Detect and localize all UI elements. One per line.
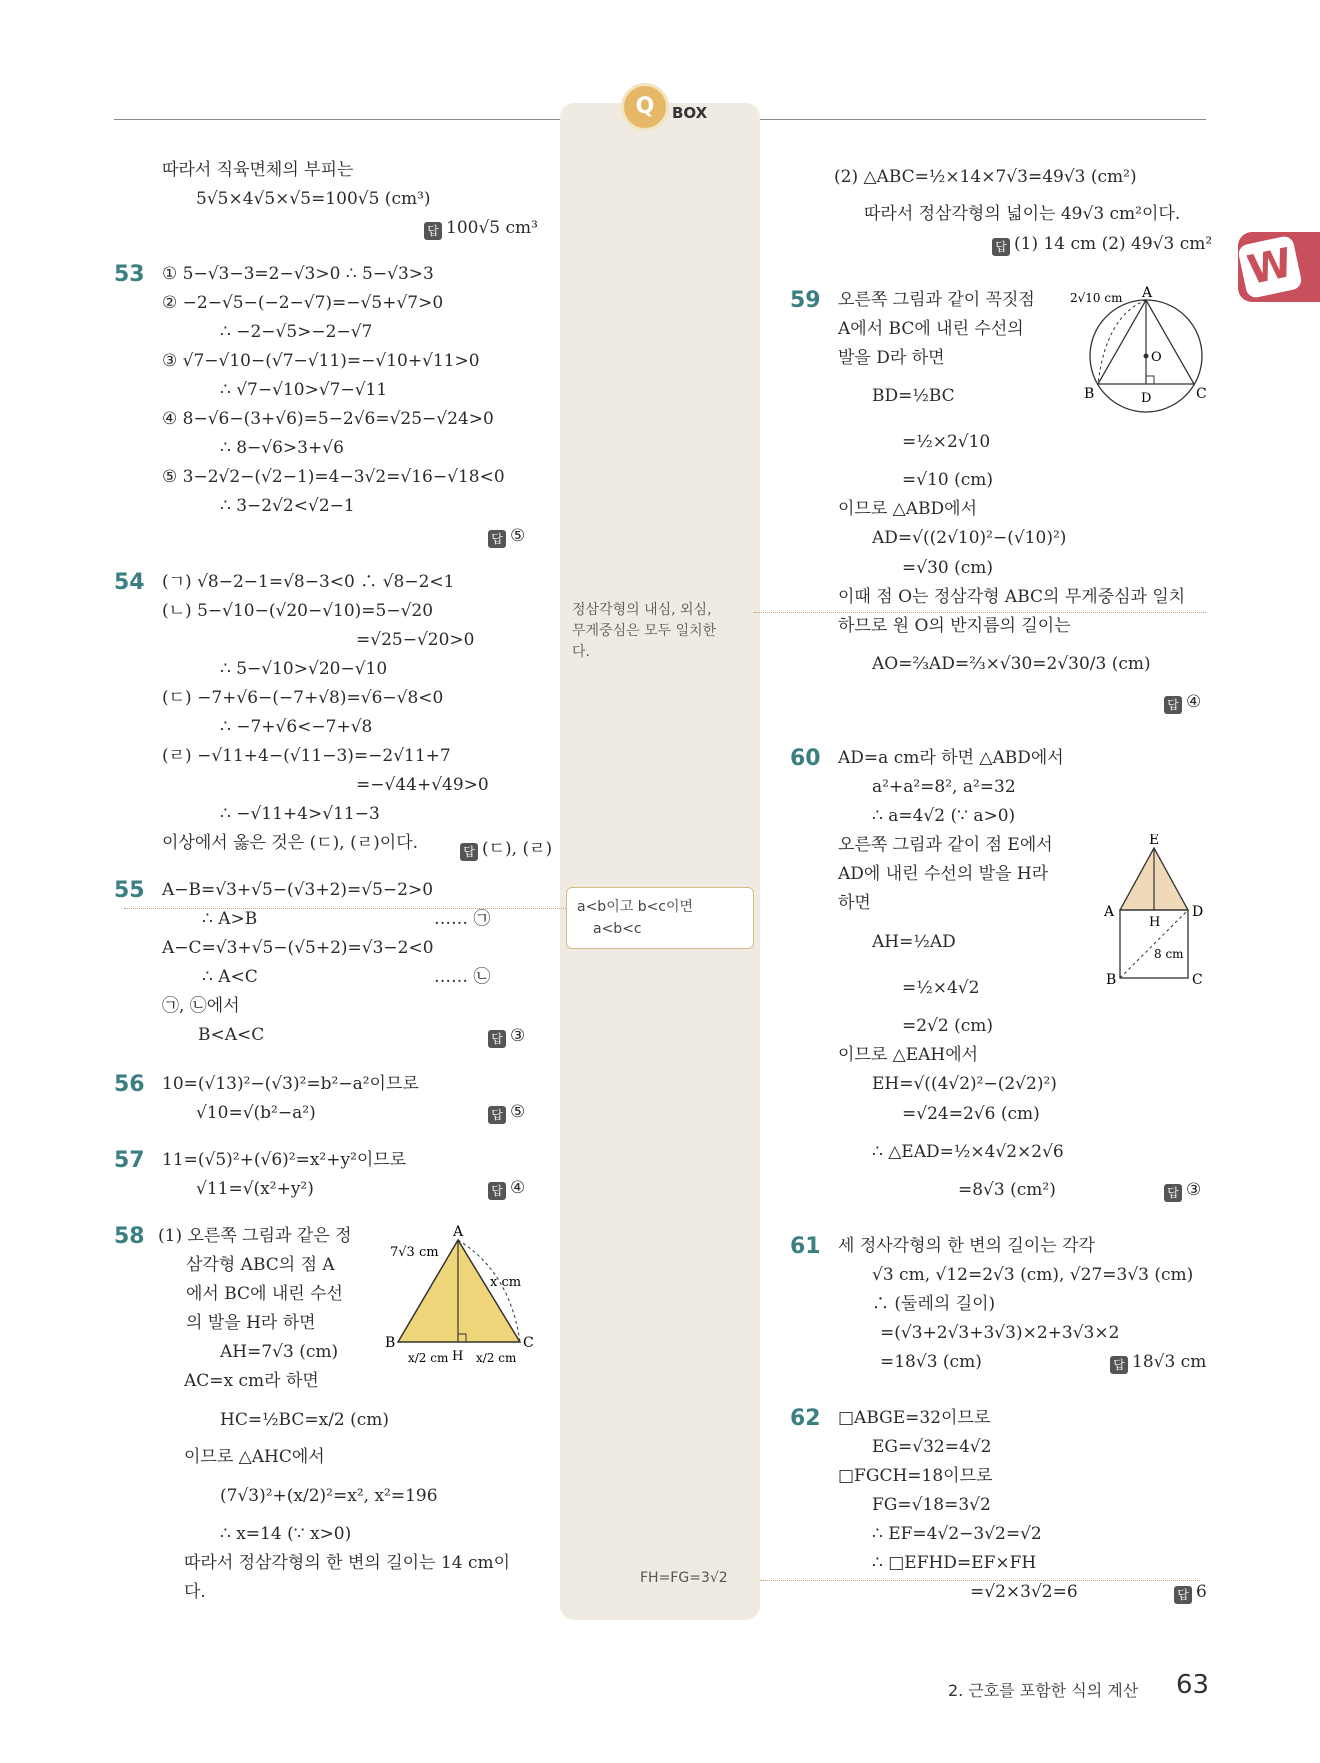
intro-line: 5√5×4√5×√5=100√5 (cm³) xyxy=(196,189,431,209)
solution-line: B<A<C xyxy=(198,1025,265,1045)
answer xyxy=(424,218,538,240)
answer-text: ③ xyxy=(510,1026,526,1046)
solution-line: 에서 BC에 내린 수선 xyxy=(186,1284,343,1304)
solution-line: 오른쪽 그림과 같이 꼭짓점 xyxy=(838,290,1035,310)
problem-number: 54 xyxy=(114,570,145,595)
note-text: 다. xyxy=(572,644,590,660)
label-d: D xyxy=(1141,391,1152,406)
answer-text: (1) 14 cm (2) 49√3 cm² xyxy=(1014,234,1213,254)
solution-line: √3 cm, √12=2√3 (cm), √27=3√3 (cm) xyxy=(872,1265,1194,1285)
solution-line: =√10 (cm) xyxy=(902,470,994,490)
leader-line xyxy=(124,908,566,909)
answer xyxy=(488,1026,525,1048)
solution-line: =½×4√2 xyxy=(902,978,980,998)
answer-text: ⑤ xyxy=(510,526,526,546)
solution-line: AH=7√3 (cm) xyxy=(220,1342,339,1362)
solution-line: (2) △ABC=½×14×7√3=49√3 (cm²) xyxy=(834,167,1137,187)
solution-line: EH=√((4√2)²−(2√2)²) xyxy=(872,1074,1057,1094)
label-half-left: x/2 cm xyxy=(408,1351,449,1365)
solution-line: 하면 xyxy=(838,893,871,913)
solution-line: (1) 오른쪽 그림과 같은 정 xyxy=(158,1226,352,1246)
solution-line: 10=(√13)²−(√3)²=b²−a²이므로 xyxy=(162,1074,419,1094)
solution-line: =½×2√10 xyxy=(902,432,991,452)
solution-line: 11=(√5)²+(√6)²=x²+y²이므로 xyxy=(162,1150,407,1170)
solution-line: ∴ x=14 (∵ x>0) xyxy=(220,1524,352,1544)
problem-number: 53 xyxy=(114,262,145,287)
w-logo-icon: W xyxy=(1237,235,1303,299)
solution-line: ∴ EF=4√2−3√2=√2 xyxy=(872,1524,1042,1544)
solution-line: ∴ A<C xyxy=(202,967,258,987)
solution-line: =−√44+√49>0 xyxy=(356,775,489,795)
solution-line: ∴ (둘레의 길이) xyxy=(872,1294,996,1314)
q-box-column xyxy=(560,103,760,1620)
label-h: H xyxy=(1149,915,1161,930)
solution-line: =√30 (cm) xyxy=(902,558,994,578)
solution-line: =18√3 (cm) xyxy=(880,1352,982,1372)
problem-number: 60 xyxy=(790,746,821,771)
label-b: B xyxy=(1106,972,1117,988)
problem-number: 61 xyxy=(790,1234,821,1259)
answer-text: ③ xyxy=(1186,1180,1202,1200)
circle-triangle-figure xyxy=(1066,286,1216,416)
right-angle-mark xyxy=(1146,376,1154,384)
solution-line: EG=√32=4√2 xyxy=(872,1437,992,1457)
solution-line: 삼각형 ABC의 점 A xyxy=(186,1255,335,1275)
problem-number: 62 xyxy=(790,1406,821,1431)
solution-line: (7√3)²+(x/2)²=x², x²=196 xyxy=(220,1486,438,1506)
solution-line: 의 발을 H라 하면 xyxy=(186,1313,316,1333)
center-point xyxy=(1144,354,1149,359)
solution-line: ∴ A>B xyxy=(202,909,258,929)
solution-line: =√2×3√2=6 xyxy=(970,1582,1078,1602)
answer-mark-icon: 답 xyxy=(1164,696,1182,714)
answer xyxy=(1164,1180,1201,1202)
q-badge-icon: Q xyxy=(621,83,669,131)
answer-mark-icon: 답 xyxy=(1164,1184,1182,1202)
solution-line: 세 정사각형의 한 변의 길이는 각각 xyxy=(838,1236,1095,1256)
answer-mark-icon: 답 xyxy=(488,1106,506,1124)
note-text: a<b<c xyxy=(593,921,642,937)
answer-text: ④ xyxy=(510,1178,526,1198)
label-b: B xyxy=(385,1335,396,1351)
solution-line: 이므로 △ABD에서 xyxy=(838,499,977,519)
note-text: FH=FG=3√2 xyxy=(640,1570,728,1586)
square-triangle-figure xyxy=(1098,834,1218,994)
problem-number: 58 xyxy=(114,1224,145,1249)
solution-line: HC=½BC=x/2 (cm) xyxy=(220,1410,390,1430)
problem-number: 56 xyxy=(114,1072,145,1097)
answer xyxy=(488,526,525,548)
solution-line: AD=a cm라 하면 △ABD에서 xyxy=(838,748,1064,768)
solution-line: ③ √7−√10−(√7−√11)=−√10+√11>0 xyxy=(162,351,480,371)
solution-line: 따라서 정삼각형의 넓이는 49√3 cm²이다. xyxy=(864,204,1181,224)
solution-line: FG=√18=3√2 xyxy=(872,1495,991,1515)
problem-number: 59 xyxy=(790,288,821,313)
solution-line: ① 5−√3−3=2−√3>0 ∴ 5−√3>3 xyxy=(162,264,434,284)
answer-mark-icon: 답 xyxy=(488,1030,506,1048)
label-a: A xyxy=(1104,904,1115,920)
solution-line: ④ 8−√6−(3+√6)=5−2√6=√25−√24>0 xyxy=(162,409,494,429)
label-side: 8 cm xyxy=(1154,947,1184,961)
label-c: C xyxy=(1192,972,1203,988)
top-rule-left xyxy=(114,119,560,120)
solution-line: ∴ −7+√6<−7+√8 xyxy=(220,717,373,737)
label-d: D xyxy=(1192,904,1204,920)
solution-line: A−C=√3+√5−(√5+2)=√3−2<0 xyxy=(162,938,434,958)
solution-line: a²+a²=8², a²=32 xyxy=(872,777,1016,797)
solution-line: (ㄱ) √8−2−1=√8−3<0 ∴ √8−2<1 xyxy=(162,572,455,592)
label-a: A xyxy=(1142,286,1153,301)
note-text: a<b이고 b<c이면 xyxy=(577,899,694,915)
solution-line: ∴ −√11+4>√11−3 xyxy=(220,804,380,824)
top-rule-right xyxy=(760,119,1206,120)
answer-mark-icon: 답 xyxy=(1110,1356,1128,1374)
answer-text: 6 xyxy=(1196,1582,1207,1602)
solution-line: AO=⅔AD=⅔×√30=2√30/3 (cm) xyxy=(872,654,1151,674)
equation-tag: …… ㉡ xyxy=(434,967,491,987)
answer-mark-icon: 답 xyxy=(488,530,506,548)
solution-line: 하므로 원 O의 반지름의 길이는 xyxy=(838,616,1071,636)
solution-line: AH=½AD xyxy=(872,932,956,952)
solution-line: (ㄷ) −7+√6−(−7+√8)=√6−√8<0 xyxy=(162,688,444,708)
answer-text: (ㄷ), (ㄹ) xyxy=(482,839,553,859)
leader-line xyxy=(754,612,1206,613)
answer xyxy=(992,234,1212,256)
solution-line: AC=x cm라 하면 xyxy=(184,1371,319,1391)
solution-line: ② −2−√5−(−2−√7)=−√5+√7>0 xyxy=(162,293,444,313)
solution-line: ㉠, ㉡에서 xyxy=(162,996,240,1016)
solution-line: A−B=√3+√5−(√3+2)=√5−2>0 xyxy=(162,880,434,900)
label-e: E xyxy=(1149,834,1160,848)
label-a: A xyxy=(453,1224,464,1240)
solution-line: ∴ 5−√10>√20−√10 xyxy=(220,659,388,679)
solution-line: =8√3 (cm²) xyxy=(958,1180,1056,1200)
page-number: 63 xyxy=(1176,1670,1210,1700)
solution-line: √11=√(x²+y²) xyxy=(196,1179,314,1199)
answer-mark-icon: 답 xyxy=(424,222,442,240)
answer xyxy=(1110,1352,1206,1374)
answer xyxy=(1164,692,1201,714)
solution-line: 이므로 △AHC에서 xyxy=(184,1447,325,1467)
intro-line: 따라서 직육면체의 부피는 xyxy=(162,160,354,180)
solution-line: ∴ a=4√2 (∵ a>0) xyxy=(872,806,1016,826)
solution-line: AD에 내린 수선의 발을 H라 xyxy=(838,864,1049,884)
solution-line: 이때 점 O는 정삼각형 ABC의 무게중심과 일치 xyxy=(838,587,1186,607)
solution-line: =√24=2√6 (cm) xyxy=(902,1104,1040,1124)
solution-line: =(√3+2√3+3√3)×2+3√3×2 xyxy=(880,1323,1120,1343)
solution-line: =2√2 (cm) xyxy=(902,1016,994,1036)
solution-line: ∴ △EAD=½×4√2×2√6 xyxy=(872,1142,1064,1162)
solution-line: (ㄹ) −√11+4−(√11−3)=−2√11+7 xyxy=(162,746,451,766)
problem-number: 57 xyxy=(114,1148,145,1173)
solution-line: ∴ √7−√10>√7−√11 xyxy=(220,380,388,400)
answer-mark-icon: 답 xyxy=(1174,1586,1192,1604)
q-box-label: BOX xyxy=(672,104,708,122)
solution-line: 오른쪽 그림과 같이 점 E에서 xyxy=(838,835,1053,855)
answer xyxy=(488,1178,525,1200)
solution-line: BD=½BC xyxy=(872,386,955,406)
label-c: C xyxy=(1196,386,1207,402)
solution-line: □FGCH=18이므로 xyxy=(838,1466,993,1486)
note-text: 무게중심은 모두 일치한 xyxy=(572,623,717,639)
answer-mark-icon: 답 xyxy=(488,1182,506,1200)
label-side: 2√10 cm xyxy=(1070,291,1123,305)
solution-line: ⑤ 3−2√2−(√2−1)=4−3√2=√16−√18<0 xyxy=(162,467,505,487)
solution-line: ∴ 3−2√2<√2−1 xyxy=(220,496,355,516)
answer-text: ⑤ xyxy=(510,1102,526,1122)
label-b: B xyxy=(1084,386,1095,402)
label-h: H xyxy=(452,1349,464,1364)
answer-text: ④ xyxy=(1186,692,1202,712)
solution-line: □ABGE=32이므로 xyxy=(838,1408,991,1428)
solution-line: 따라서 정삼각형의 한 변의 길이는 14 cm이 xyxy=(184,1553,511,1573)
solution-line: ∴ □EFHD=EF×FH xyxy=(872,1553,1037,1573)
answer-text: 18√3 cm xyxy=(1132,1352,1207,1372)
solution-line: 다. xyxy=(184,1582,206,1602)
answer-mark-icon: 답 xyxy=(992,238,1010,256)
triangle-figure xyxy=(380,1222,540,1372)
label-half-right: x/2 cm xyxy=(476,1351,517,1365)
solution-line: ∴ −2−√5>−2−√7 xyxy=(220,322,373,342)
solution-line: ∴ 8−√6>3+√6 xyxy=(220,438,344,458)
label-xcm: x cm xyxy=(490,1275,522,1290)
note-text: 정삼각형의 내심, 외심, xyxy=(572,602,712,618)
solution-line: 발을 D라 하면 xyxy=(838,348,945,368)
solution-line: =√25−√20>0 xyxy=(356,630,475,650)
equation-tag: …… ㉠ xyxy=(434,909,491,929)
solution-line: √10=√(b²−a²) xyxy=(196,1103,316,1123)
answer xyxy=(488,1102,525,1124)
label-o: O xyxy=(1151,350,1162,365)
chapter-title: 2. 근호를 포함한 식의 계산 xyxy=(948,1681,1139,1700)
label-side: 7√3 cm xyxy=(390,1245,439,1260)
answer xyxy=(460,834,552,861)
solution-line: A에서 BC에 내린 수선의 xyxy=(838,319,1024,339)
answer xyxy=(1174,1582,1207,1604)
answer-mark-icon: 답 xyxy=(460,843,478,861)
solution-line: 이상에서 옳은 것은 (ㄷ), (ㄹ)이다. xyxy=(162,833,419,853)
label-c: C xyxy=(523,1335,534,1351)
note-box xyxy=(566,887,754,949)
solution-line: AD=√((2√10)²−(√10)²) xyxy=(872,528,1067,548)
solution-line: 이므로 △EAH에서 xyxy=(838,1045,979,1065)
solution-line: (ㄴ) 5−√10−(√20−√10)=5−√20 xyxy=(162,601,434,621)
problem-number: 55 xyxy=(114,878,145,903)
answer-text: 100√5 cm³ xyxy=(446,218,538,238)
